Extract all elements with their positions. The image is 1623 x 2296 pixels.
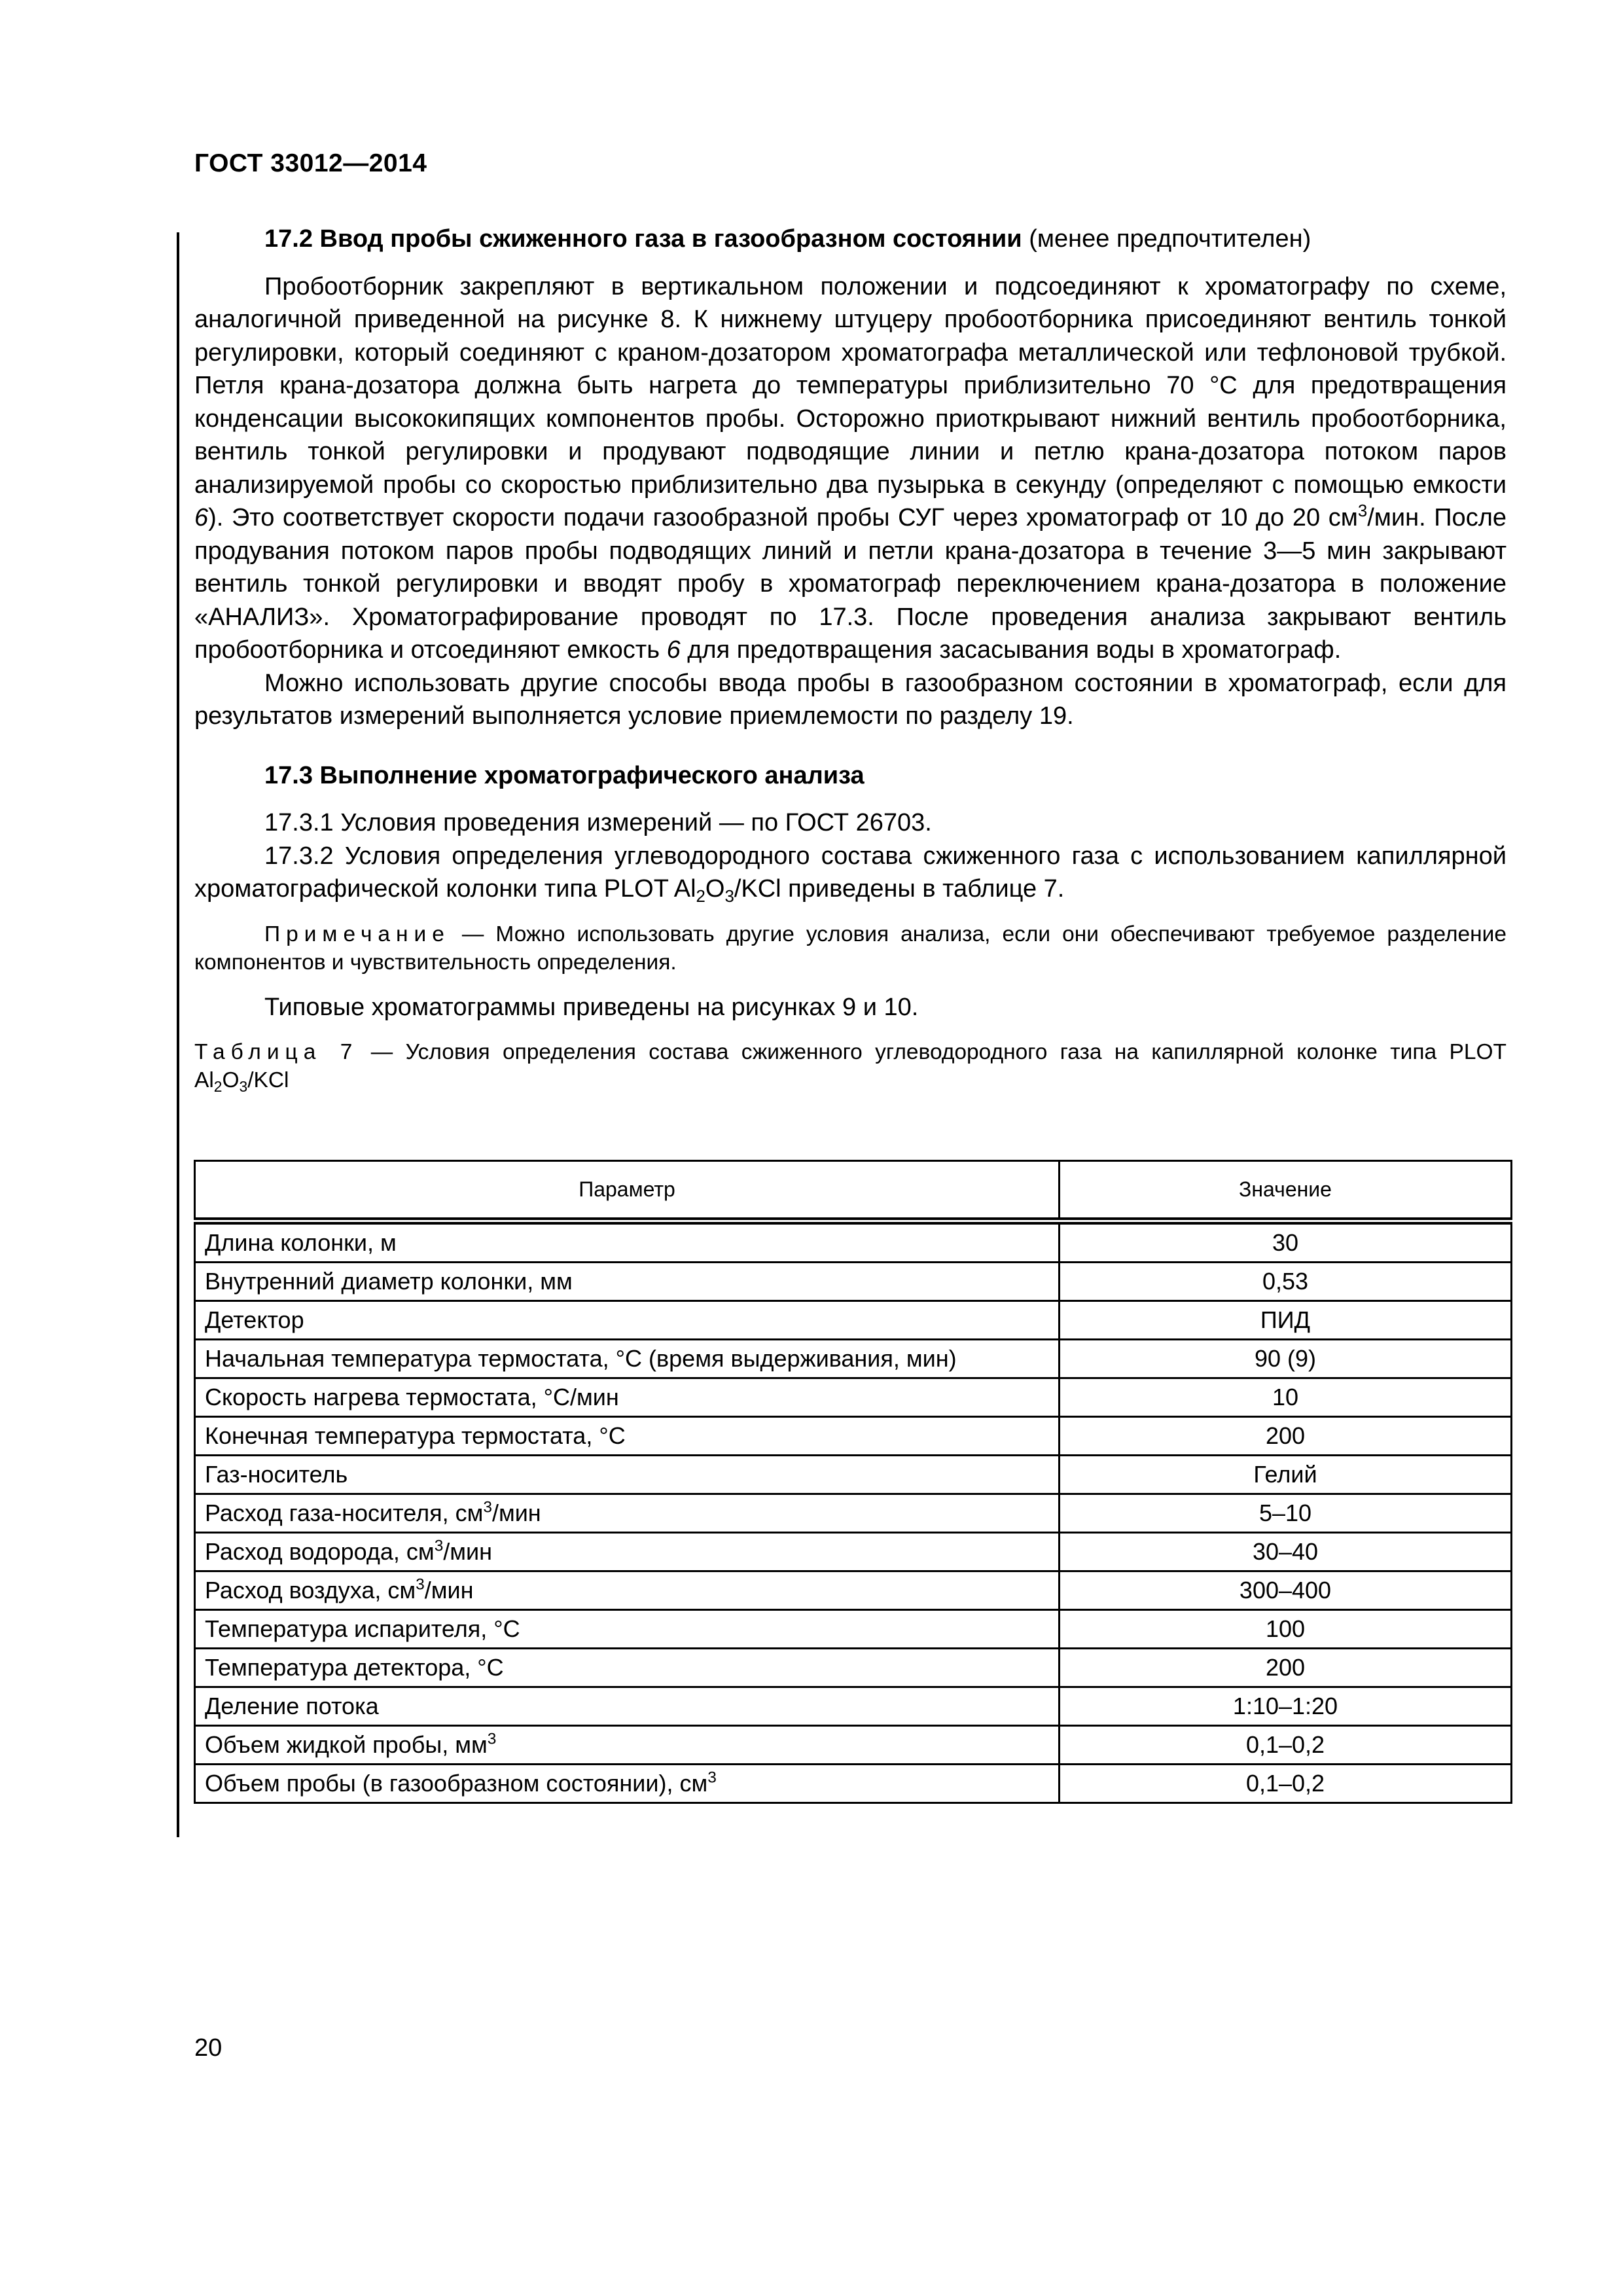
text-run: для предотвращения засасывания воды в хроматограф. (680, 636, 1342, 664)
parameter-cell (195, 1610, 1060, 1649)
subscript: 2 (696, 887, 705, 906)
parameter-name: Температура детектора, °С (205, 1654, 504, 1681)
superscript: 3 (1357, 501, 1368, 520)
value-cell: 0,53 (1060, 1263, 1512, 1301)
text-run: 17.3.2 Условия определения углеводородного состава сжиженного газа с использованием капиллярной хроматографической колонки типа PLOT Al (194, 842, 1507, 903)
parameter-cell (195, 1765, 1060, 1803)
clause-17-3-2 (194, 840, 1507, 906)
parameter-cell (195, 1301, 1060, 1340)
value-cell: 10 (1060, 1378, 1512, 1417)
parameter-name: Скорость нагрева термостата, °С/мин (205, 1384, 619, 1410)
change-margin-bar (177, 232, 179, 1837)
note-label: Примечание (264, 922, 450, 946)
superscript: 3 (416, 1575, 425, 1594)
parameter-cell (195, 1687, 1060, 1726)
parameter-cell (195, 1378, 1060, 1417)
table-header-row (195, 1161, 1512, 1221)
value-cell: ПИД (1060, 1301, 1512, 1340)
parameter-name: Детектор (205, 1306, 304, 1333)
text-run: O (705, 875, 725, 903)
item-reference: 6 (666, 636, 681, 664)
section-17-2-title: 17.2 Ввод пробы сжиженного газа в газообразном состоянии (264, 225, 1022, 253)
superscript: 3 (707, 1768, 717, 1787)
subscript: 3 (724, 887, 734, 906)
table-caption-label: Таблица 7 (194, 1040, 359, 1064)
value-cell: 30 (1060, 1221, 1512, 1263)
table-row (195, 1649, 1512, 1687)
table-row (195, 1494, 1512, 1533)
parameter-name: Начальная температура термостата, °С (время выдерживания, мин) (205, 1345, 957, 1372)
text-run: /KCl (247, 1068, 289, 1092)
table-row (195, 1301, 1512, 1340)
note (194, 920, 1507, 977)
table-row (195, 1221, 1512, 1263)
section-17-2-paragraph-1 (194, 270, 1507, 667)
table-row (195, 1610, 1512, 1649)
document-body (194, 223, 1507, 1094)
value-cell: 0,1–0,2 (1060, 1765, 1512, 1803)
section-17-2-heading (194, 223, 1507, 256)
value-cell: 90 (9) (1060, 1340, 1512, 1378)
value-cell: 1:10–1:20 (1060, 1687, 1512, 1726)
parameter-name: Деление потока (205, 1693, 379, 1719)
superscript: 3 (487, 1730, 497, 1748)
column-header-value: Значение (1060, 1161, 1512, 1221)
parameter-name: Объем жидкой пробы, мм (205, 1731, 488, 1758)
value-cell: 200 (1060, 1417, 1512, 1456)
standard-header: ГОСТ 33012—2014 (194, 149, 427, 177)
parameter-name: Длина колонки, м (205, 1229, 397, 1256)
table-row (195, 1571, 1512, 1610)
value-cell: 300–400 (1060, 1571, 1512, 1610)
parameter-cell (195, 1417, 1060, 1456)
parameter-cell (195, 1494, 1060, 1533)
parameter-cell (195, 1726, 1060, 1765)
parameter-name: Расход газа-носителя, см (205, 1499, 484, 1526)
parameter-cell (195, 1340, 1060, 1378)
superscript: 3 (434, 1537, 444, 1555)
page-number: 20 (194, 2034, 223, 2062)
subscript: 3 (239, 1077, 248, 1095)
table-row (195, 1533, 1512, 1571)
text-run: ). Это соответствует скорости подачи газообразной пробы СУГ через хроматограф от 10 до 20 см (208, 504, 1358, 531)
parameter-cell (195, 1649, 1060, 1687)
value-cell: 100 (1060, 1610, 1512, 1649)
parameter-name: Объем пробы (в газообразном состоянии), см (205, 1770, 708, 1797)
typical-chromatograms: Типовые хроматограммы приведены на рисунках 9 и 10. (264, 993, 919, 1021)
parameter-cell (195, 1456, 1060, 1494)
text-run: /мин. После продувания потоком паров пробы подводящих линий и петли крана-дозатора в течение 3—5 мин закрывают вентиль тонкой регулировки и вводят пробу в хроматограф переключением крана-дозатора в положение «АНАЛИЗ». Хроматографирование проводят по 17.3. После проведения анализа закрывают вентиль пробоотборника и отсоединяют емкость (194, 504, 1507, 664)
parameter-unit-tail: /мин (424, 1577, 474, 1604)
value-cell: 30–40 (1060, 1533, 1512, 1571)
table-row (195, 1765, 1512, 1803)
parameter-unit-tail: /мин (443, 1538, 493, 1565)
value-cell: 5–10 (1060, 1494, 1512, 1533)
table-row (195, 1726, 1512, 1765)
parameter-cell (195, 1221, 1060, 1263)
parameter-name: Расход водорода, см (205, 1538, 435, 1565)
value-cell: Гелий (1060, 1456, 1512, 1494)
text-run: Пробоотборник закрепляют в вертикальном положении и подсоединяют к хроматографу по схеме, аналогичной приведенной на рисунке 8. К нижнему штуцеру пробоотборника присоединяют вентиль тонкой регулировки, который соединяют с краном-дозатором хроматографа металлической или тефлоновой трубкой. Петля крана-дозатора должна быть нагрета до температуры приблизительно 70 °С для предотвращения конденсации высококипящих компонентов пробы. Осторожно приоткрывают нижний вентиль пробоотборника, вентиль тонкой регулировки и продувают подводящие линии и петлю крана-дозатора потоком паров анализируемой пробы со скоростью приблизительно два пузырька в секунду (определяют с помощью емкости (194, 272, 1507, 499)
parameter-name: Газ-носитель (205, 1461, 348, 1488)
section-17-2-qualifier: (менее предпочтителен) (1022, 225, 1311, 253)
table-row (195, 1687, 1512, 1726)
column-header-parameter: Параметр (195, 1161, 1060, 1221)
value-cell: 0,1–0,2 (1060, 1726, 1512, 1765)
table-7 (194, 1160, 1512, 1804)
subscript: 2 (213, 1077, 223, 1095)
parameter-cell (195, 1263, 1060, 1301)
parameter-name: Внутренний диаметр колонки, мм (205, 1268, 573, 1295)
parameter-cell (195, 1571, 1060, 1610)
parameter-name: Конечная температура термостата, °С (205, 1422, 626, 1449)
text-run: O (222, 1068, 240, 1092)
section-17-3-heading: 17.3 Выполнение хроматографического анализа (264, 761, 865, 789)
table-row (195, 1263, 1512, 1301)
parameter-name: Расход воздуха, см (205, 1577, 416, 1604)
parameter-cell (195, 1533, 1060, 1571)
table-body (195, 1221, 1512, 1803)
table-row (195, 1456, 1512, 1494)
parameter-name: Температура испарителя, °С (205, 1615, 520, 1642)
table-row (195, 1340, 1512, 1378)
table-caption (194, 1038, 1507, 1094)
item-reference: 6 (194, 504, 209, 531)
table-row (195, 1417, 1512, 1456)
clause-17-3-1: 17.3.1 Условия проведения измерений — по ГОСТ 26703. (264, 809, 932, 836)
table-row (195, 1378, 1512, 1417)
text-run: /KCl приведены в таблице 7. (734, 875, 1065, 903)
text-run: — Условия определения состава сжиженного углеводородного газа на капиллярной колонке типа PLOT Al (194, 1040, 1507, 1092)
superscript: 3 (483, 1498, 492, 1516)
note-text: — Можно использовать другие условия анализа, если они обеспечивают требуемое разделение компонентов и чувствительность определения. (194, 922, 1507, 975)
value-cell: 200 (1060, 1649, 1512, 1687)
parameter-unit-tail: /мин (491, 1499, 541, 1526)
section-17-2-paragraph-2: Можно использовать другие способы ввода пробы в газообразном состоянии в хроматограф, если для результатов измерений выполняется условие приемлемости по разделу 19. (194, 669, 1507, 730)
